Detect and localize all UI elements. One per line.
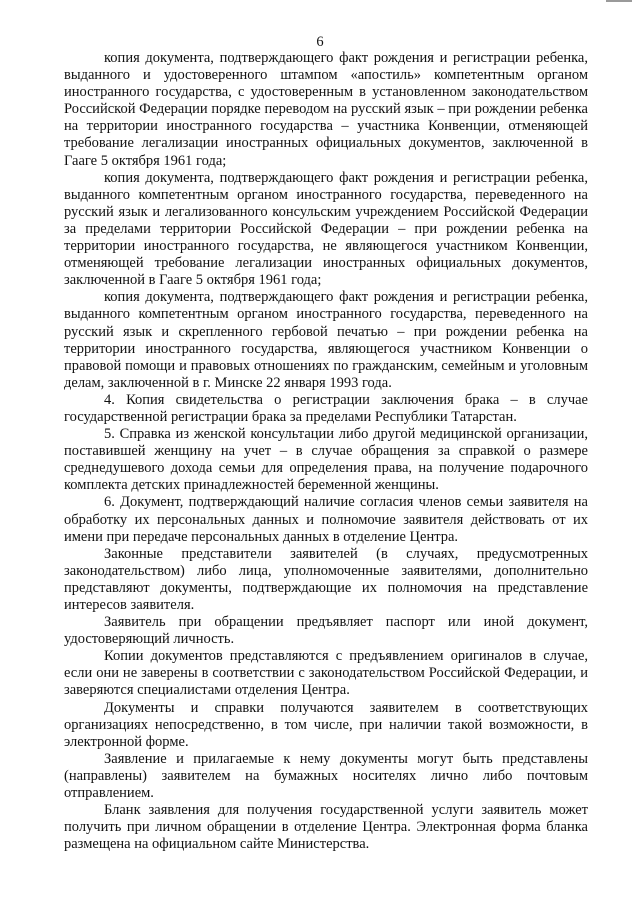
paragraph-apostille-birth-doc: копия документа, подтверждающего факт рождения и регистрации ребенка, выданного и удостоверенного штампом «апостиль» компетентным органом иностранного государства, с удостоверенным в установленном законодательством Российской Федерации порядке переводом на русский язык – при рождении ребенка на территории иностранного государства – участника Конвенции, отменяющей требование легализации иностранных официальных документов, заключенной в Гааге 5 октября 1961 года; xyxy=(64,50,588,169)
paragraph-item-5-medical-certificate: 5. Справка из женской консультации либо другой медицинской организации, поставившей женщину на учет – в случае обращения за справкой о размере среднедушевого дохода семьи для определения права, на получение подарочного комплекта детских принадлежностей беременной женщины. xyxy=(64,426,588,494)
paragraph-minsk-convention-birth-doc: копия документа, подтверждающего факт рождения и регистрации ребенка, выданного компетентным органом иностранного государства, переведенного на русский язык и скрепленного гербовой печатью – при рождении ребенка на территории иностранного государства, являющегося участником Конвенции о правовой помощи и правовых отношениях по гражданским, семейным и уголовным делам, заключенной в г. Минске 22 января 1993 года. xyxy=(64,289,588,391)
paragraph-consular-legalized-birth-doc: копия документа, подтверждающего факт рождения и регистрации ребенка, выданного компетентным органом иностранного государства, переведенного на русский язык и легализованного консульским учреждением Российской Федерации за пределами территории Российской Федерации – при рождении ребенка на территории иностранного государства, не являющегося участником Конвенции, отменяющей требование легализации иностранных официальных документов, заключенной в Гааге 5 октября 1961 года; xyxy=(64,169,588,289)
paragraph-application-form: Бланк заявления для получения государственной услуги заявитель может получить при личном обращении в отделение Центра. Электронная форма бланка размещена на официальном сайте Министерства. xyxy=(64,802,588,853)
paragraph-passport: Заявитель при обращении предъявляет паспорт или иной документ, удостоверяющий личность. xyxy=(64,614,588,648)
paragraph-submission-methods: Заявление и прилагаемые к нему документы могут быть представлены (направлены) заявителем на бумажных носителях лично либо почтовым отправлением. xyxy=(64,750,588,802)
scan-corner-mark xyxy=(606,0,632,2)
paragraph-documents-obtained: Документы и справки получаются заявителем в соответствующих организациях непосредственно, в том числе, при наличии такой возможности, в электронной форме. xyxy=(64,699,588,750)
paragraph-legal-representatives: Законные представители заявителей (в случаях, предусмотренных законодательством) либо лица, уполномоченные заявителями, дополнительно представляют документы, подтверждающие их полномочия на представление интересов заявителя. xyxy=(64,545,588,613)
paragraph-document-copies: Копии документов представляются с предъявлением оригиналов в случае, если они не заверены в соответствии с законодательством Российской Федерации, и заверяются специалистами отделения Центра. xyxy=(64,648,588,699)
paragraph-item-6-personal-data-consent: 6. Документ, подтверждающий наличие согласия членов семьи заявителя на обработку их персональных данных и полномочие заявителя действовать от их имени при передаче персональных данных в отделение Центра. xyxy=(64,494,588,545)
paragraph-item-4-marriage-certificate: 4. Копия свидетельства о регистрации заключения брака – в случае государственной регистрации брака за пределами Республики Татарстан. xyxy=(64,391,588,425)
page-number: 6 xyxy=(316,34,324,50)
document-body xyxy=(64,50,588,853)
